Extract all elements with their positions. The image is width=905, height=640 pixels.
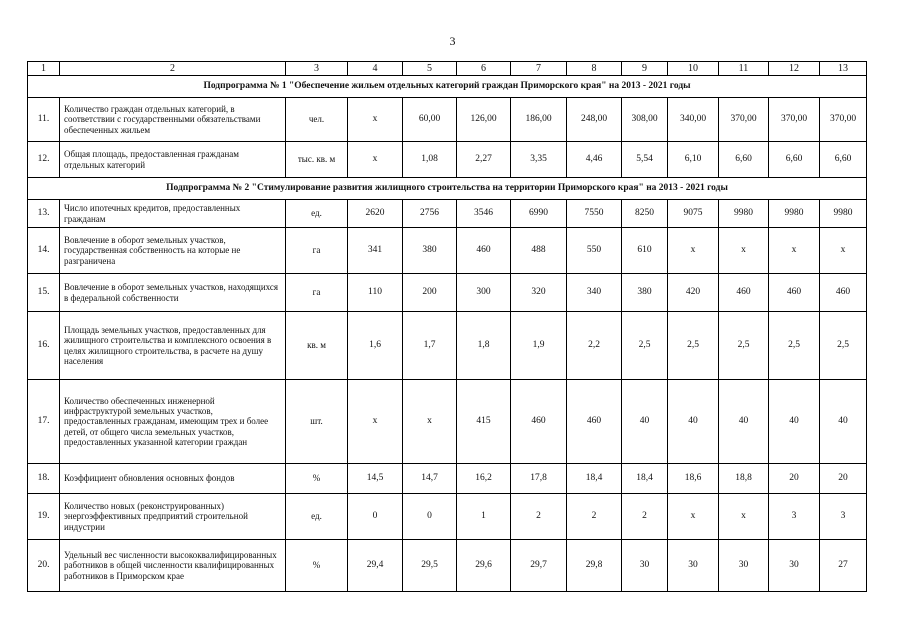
- value-cell: 186,00: [511, 98, 567, 142]
- value-cell: 1: [457, 494, 511, 540]
- table-row: [28, 464, 867, 494]
- value-cell: 380: [403, 228, 457, 274]
- row-number: 20.: [28, 540, 60, 592]
- row-number: 19.: [28, 494, 60, 540]
- value-cell: 18,4: [622, 464, 668, 494]
- value-cell: х: [668, 228, 719, 274]
- header-cell: 11: [719, 62, 769, 76]
- indicators-table: [27, 61, 867, 592]
- table-row: [28, 540, 867, 592]
- unit: га: [286, 228, 348, 274]
- page-number: 3: [449, 34, 456, 48]
- value-cell: 40: [719, 380, 769, 464]
- indicator-name: Удельный вес численности высококвалифицированных работников в общей численности квалифицированных работников в Приморском крае: [60, 540, 286, 592]
- value-cell: 2,2: [567, 312, 622, 380]
- header-cell: 3: [286, 62, 348, 76]
- value-cell: 0: [403, 494, 457, 540]
- value-cell: 2,5: [719, 312, 769, 380]
- value-cell: 1,9: [511, 312, 567, 380]
- value-cell: 320: [511, 274, 567, 312]
- value-cell: 370,00: [719, 98, 769, 142]
- value-cell: 0: [348, 494, 403, 540]
- unit: шт.: [286, 380, 348, 464]
- indicator-name: Коэффициент обновления основных фондов: [60, 464, 286, 494]
- value-cell: 460: [719, 274, 769, 312]
- value-cell: х: [719, 228, 769, 274]
- unit: %: [286, 464, 348, 494]
- value-cell: 1,6: [348, 312, 403, 380]
- value-cell: 340: [567, 274, 622, 312]
- row-number: 17.: [28, 380, 60, 464]
- value-cell: 40: [769, 380, 820, 464]
- unit: тыс. кв. м: [286, 142, 348, 178]
- value-cell: 6,60: [820, 142, 867, 178]
- value-cell: х: [403, 380, 457, 464]
- value-cell: 9980: [820, 200, 867, 228]
- value-cell: 308,00: [622, 98, 668, 142]
- value-cell: 4,46: [567, 142, 622, 178]
- value-cell: 6,60: [719, 142, 769, 178]
- indicator-name: Количество граждан отдельных категорий, в соответствии с государственными обязательствами обеспеченных жильем: [60, 98, 286, 142]
- value-cell: 9075: [668, 200, 719, 228]
- unit: ед.: [286, 200, 348, 228]
- value-cell: 550: [567, 228, 622, 274]
- indicator-name: Площадь земельных участков, предоставленных для жилищного строительства и комплексного освоения в целях жилищного строительства, в расчете на душу населения: [60, 312, 286, 380]
- value-cell: 3: [820, 494, 867, 540]
- value-cell: 3,35: [511, 142, 567, 178]
- unit: %: [286, 540, 348, 592]
- header-cell: 9: [622, 62, 668, 76]
- value-cell: 30: [668, 540, 719, 592]
- value-cell: 1,8: [457, 312, 511, 380]
- value-cell: 341: [348, 228, 403, 274]
- value-cell: 2: [511, 494, 567, 540]
- value-cell: х: [348, 380, 403, 464]
- value-cell: 14,5: [348, 464, 403, 494]
- row-number: 16.: [28, 312, 60, 380]
- value-cell: 1,08: [403, 142, 457, 178]
- row-number: 13.: [28, 200, 60, 228]
- table-row: [28, 494, 867, 540]
- value-cell: 380: [622, 274, 668, 312]
- value-cell: 9980: [769, 200, 820, 228]
- section-title: Подпрограмма № 2 "Стимулирование развития жилищного строительства на территории Приморского края" на 2013 - 2021 годы: [28, 178, 867, 200]
- value-cell: 340,00: [668, 98, 719, 142]
- row-number: 11.: [28, 98, 60, 142]
- header-row: [28, 62, 867, 76]
- header-cell: 2: [60, 62, 286, 76]
- section-title: Подпрограмма № 1 "Обеспечение жильем отдельных категорий граждан Приморского края" на 2013 - 2021 годы: [28, 76, 867, 98]
- value-cell: 29,8: [567, 540, 622, 592]
- value-cell: 2: [567, 494, 622, 540]
- value-cell: 9980: [719, 200, 769, 228]
- value-cell: 60,00: [403, 98, 457, 142]
- value-cell: 3: [769, 494, 820, 540]
- value-cell: 18,8: [719, 464, 769, 494]
- value-cell: х: [668, 494, 719, 540]
- value-cell: 17,8: [511, 464, 567, 494]
- value-cell: 2,5: [622, 312, 668, 380]
- value-cell: 30: [622, 540, 668, 592]
- indicator-name: Вовлечение в оборот земельных участков, государственная собственность на которые не разграничена: [60, 228, 286, 274]
- table-row: [28, 142, 867, 178]
- unit: чел.: [286, 98, 348, 142]
- value-cell: х: [820, 228, 867, 274]
- value-cell: х: [348, 142, 403, 178]
- indicator-name: Число ипотечных кредитов, предоставленных гражданам: [60, 200, 286, 228]
- unit: га: [286, 274, 348, 312]
- value-cell: х: [348, 98, 403, 142]
- table-row: [28, 228, 867, 274]
- value-cell: 488: [511, 228, 567, 274]
- value-cell: 370,00: [820, 98, 867, 142]
- value-cell: 110: [348, 274, 403, 312]
- indicator-name: Количество новых (реконструированных) энергоэффективных предприятий строительной индустрии: [60, 494, 286, 540]
- value-cell: 29,5: [403, 540, 457, 592]
- unit: ед.: [286, 494, 348, 540]
- value-cell: 6990: [511, 200, 567, 228]
- value-cell: х: [769, 228, 820, 274]
- section-title-row: [28, 76, 867, 98]
- value-cell: 460: [511, 380, 567, 464]
- value-cell: 248,00: [567, 98, 622, 142]
- value-cell: 460: [567, 380, 622, 464]
- value-cell: 3546: [457, 200, 511, 228]
- value-cell: 200: [403, 274, 457, 312]
- section-title-row: [28, 178, 867, 200]
- value-cell: 300: [457, 274, 511, 312]
- value-cell: 2: [622, 494, 668, 540]
- value-cell: 14,7: [403, 464, 457, 494]
- value-cell: 20: [769, 464, 820, 494]
- indicator-name: Общая площадь, предоставленная гражданам отдельных категорий: [60, 142, 286, 178]
- header-cell: 7: [511, 62, 567, 76]
- value-cell: 29,7: [511, 540, 567, 592]
- unit: кв. м: [286, 312, 348, 380]
- header-cell: 5: [403, 62, 457, 76]
- indicator-name: Количество обеспеченных инженерной инфраструктурой земельных участков, предоставленных гражданам, имеющим трех и более детей, от общего числа земельных участков, предоставленных указанной категории граждан: [60, 380, 286, 464]
- value-cell: 8250: [622, 200, 668, 228]
- value-cell: 40: [668, 380, 719, 464]
- indicator-name: Вовлечение в оборот земельных участков, находящихся в федеральной собственности: [60, 274, 286, 312]
- header-cell: 13: [820, 62, 867, 76]
- header-cell: 10: [668, 62, 719, 76]
- value-cell: 610: [622, 228, 668, 274]
- row-number: 18.: [28, 464, 60, 494]
- value-cell: 5,54: [622, 142, 668, 178]
- table-row: [28, 380, 867, 464]
- table-row: [28, 98, 867, 142]
- value-cell: 126,00: [457, 98, 511, 142]
- value-cell: 30: [769, 540, 820, 592]
- value-cell: 2,5: [820, 312, 867, 380]
- row-number: 15.: [28, 274, 60, 312]
- value-cell: 40: [622, 380, 668, 464]
- table-row: [28, 274, 867, 312]
- header-cell: 1: [28, 62, 60, 76]
- value-cell: 18,4: [567, 464, 622, 494]
- row-number: 12.: [28, 142, 60, 178]
- value-cell: 27: [820, 540, 867, 592]
- value-cell: 6,60: [769, 142, 820, 178]
- header-cell: 4: [348, 62, 403, 76]
- value-cell: 2,27: [457, 142, 511, 178]
- value-cell: 18,6: [668, 464, 719, 494]
- value-cell: 415: [457, 380, 511, 464]
- table-row: [28, 312, 867, 380]
- value-cell: 29,6: [457, 540, 511, 592]
- header-cell: 12: [769, 62, 820, 76]
- value-cell: 2,5: [769, 312, 820, 380]
- row-number: 14.: [28, 228, 60, 274]
- value-cell: 460: [820, 274, 867, 312]
- value-cell: 370,00: [769, 98, 820, 142]
- value-cell: 40: [820, 380, 867, 464]
- value-cell: 2620: [348, 200, 403, 228]
- value-cell: 20: [820, 464, 867, 494]
- value-cell: 16,2: [457, 464, 511, 494]
- value-cell: 2756: [403, 200, 457, 228]
- value-cell: 460: [769, 274, 820, 312]
- value-cell: 6,10: [668, 142, 719, 178]
- value-cell: 7550: [567, 200, 622, 228]
- value-cell: 2,5: [668, 312, 719, 380]
- value-cell: х: [719, 494, 769, 540]
- value-cell: 420: [668, 274, 719, 312]
- value-cell: 30: [719, 540, 769, 592]
- value-cell: 29,4: [348, 540, 403, 592]
- header-cell: 8: [567, 62, 622, 76]
- header-cell: 6: [457, 62, 511, 76]
- table-row: [28, 200, 867, 228]
- value-cell: 460: [457, 228, 511, 274]
- value-cell: 1,7: [403, 312, 457, 380]
